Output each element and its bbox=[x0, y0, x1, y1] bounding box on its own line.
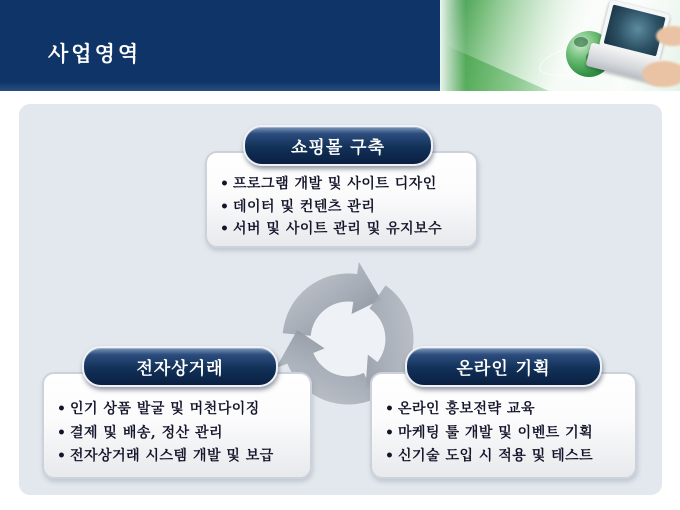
bullet-item: • 신기술 도입 시 적용 및 테스트 bbox=[384, 445, 635, 469]
bullet-item: • 인기 상품 발굴 및 머천다이징 bbox=[56, 398, 310, 422]
bullet-list bbox=[44, 374, 310, 469]
photo-left-fade bbox=[440, 0, 466, 91]
bullet-list bbox=[372, 374, 635, 469]
bullet-item: • 온라인 홍보전략 교육 bbox=[384, 398, 635, 422]
globe-continent bbox=[574, 37, 588, 47]
bullet-list bbox=[207, 153, 476, 241]
bullet-item: • 전자상거래 시스템 개발 및 보급 bbox=[56, 445, 310, 469]
node-box-online-planning bbox=[370, 372, 637, 479]
bullet-item: • 결제 및 배송, 정산 관리 bbox=[56, 422, 310, 446]
node-title-shopping-mall bbox=[243, 125, 433, 166]
header-photo bbox=[440, 0, 680, 91]
bullet-item: • 프로그램 개발 및 사이트 디자인 bbox=[219, 173, 476, 196]
hand-typing bbox=[642, 61, 680, 87]
node-title-label: 온라인 기획 bbox=[456, 359, 551, 379]
node-box-ecommerce bbox=[42, 372, 312, 479]
bullet-item: • 서버 및 사이트 관리 및 유지보수 bbox=[219, 218, 476, 241]
node-title-online-planning bbox=[405, 346, 602, 387]
node-title-label: 쇼핑몰 구축 bbox=[290, 138, 386, 158]
node-title-ecommerce bbox=[82, 346, 278, 387]
bullet-item: • 마케팅 툴 개발 및 이벤트 기획 bbox=[384, 422, 635, 446]
page-title: 사업영역 bbox=[48, 41, 142, 66]
node-title-label: 전자상거래 bbox=[136, 359, 224, 379]
bullet-item: • 데이터 및 컨텐츠 관리 bbox=[219, 196, 476, 219]
slide-header bbox=[0, 0, 680, 91]
